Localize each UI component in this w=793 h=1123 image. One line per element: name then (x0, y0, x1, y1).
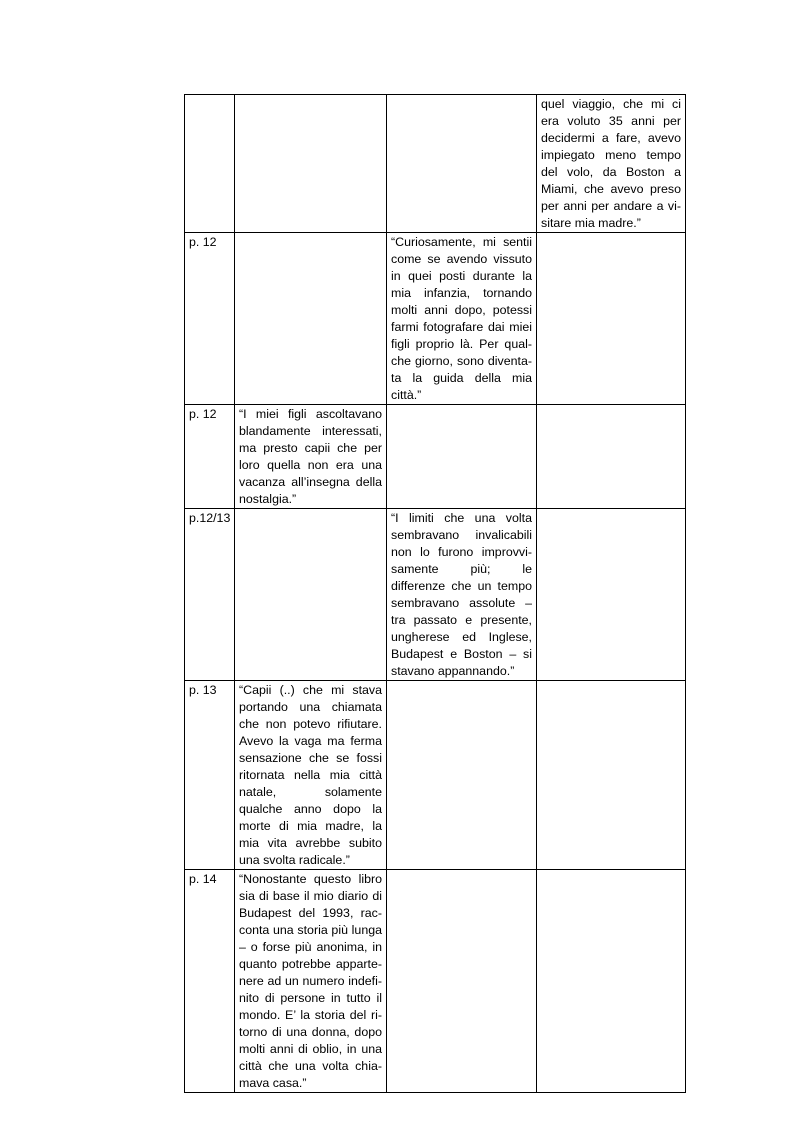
table-row (185, 233, 686, 405)
page-reference: p.12/13 (185, 509, 235, 681)
quote-cell (537, 870, 686, 1093)
quote-cell (387, 405, 537, 509)
quote-cell: “Curiosamente, mi sentii come se avendo vissuto in quei posti durante la mia infanzia, tornando molti anni dopo, potessi farmi fotografare dai miei figli proprio là. Per qualche giorno, sono diventata la guida della mia città.” (387, 233, 537, 405)
table-row (185, 681, 686, 870)
table-row (185, 870, 686, 1093)
page-reference: p. 12 (185, 405, 235, 509)
quote-cell (235, 509, 387, 681)
quote-cell (537, 233, 686, 405)
quote-cell (235, 233, 387, 405)
quote-cell: “I miei figli ascoltavano blandamente interessati, ma presto capii che per loro quella non era una vacanza all’insegna della nostalgia.” (235, 405, 387, 509)
quote-cell: “Capii (..) che mi stava portando una chiamata che non potevo rifiutare. Avevo la vaga ma ferma sensazione che se fossi ritornata nella mia città natale, solamente qualche anno dopo la morte di mia madre, la mia vita avrebbe subito una svolta radicale.” (235, 681, 387, 870)
table-row (185, 95, 686, 233)
quote-cell (537, 681, 686, 870)
page-reference: p. 14 (185, 870, 235, 1093)
quote-cell: quel viaggio, che mi ci era voluto 35 anni per decidermi a fare, avevo impiegato meno tempo del volo, da Boston a Miami, che avevo preso per anni per andare a visitare mia madre.” (537, 95, 686, 233)
quote-cell (387, 870, 537, 1093)
quotes-table (184, 94, 686, 1093)
quote-cell (537, 509, 686, 681)
quote-cell (537, 405, 686, 509)
page-reference (185, 95, 235, 233)
quote-cell (235, 95, 387, 233)
table-row (185, 509, 686, 681)
page-reference: p. 12 (185, 233, 235, 405)
quote-cell (387, 95, 537, 233)
quote-cell (387, 681, 537, 870)
quote-cell: “Nonostante questo libro sia di base il mio diario di Budapest del 1993, racconta una storia più lunga – o forse più anonima, in quanto potrebbe appartenere ad un numero indefinito di persone in tutto il mondo. E’ la storia del ritorno di una donna, dopo molti anni di oblio, in una città che una volta chiamava casa.” (235, 870, 387, 1093)
page-reference: p. 13 (185, 681, 235, 870)
quote-cell: “I limiti che una volta sembravano invalicabili non lo furono improvvisamente più; le differenze che un tempo sembravano assolute – tra passato e presente, ungherese ed Inglese, Budapest e Boston – si stavano appannando.” (387, 509, 537, 681)
table-row (185, 405, 686, 509)
